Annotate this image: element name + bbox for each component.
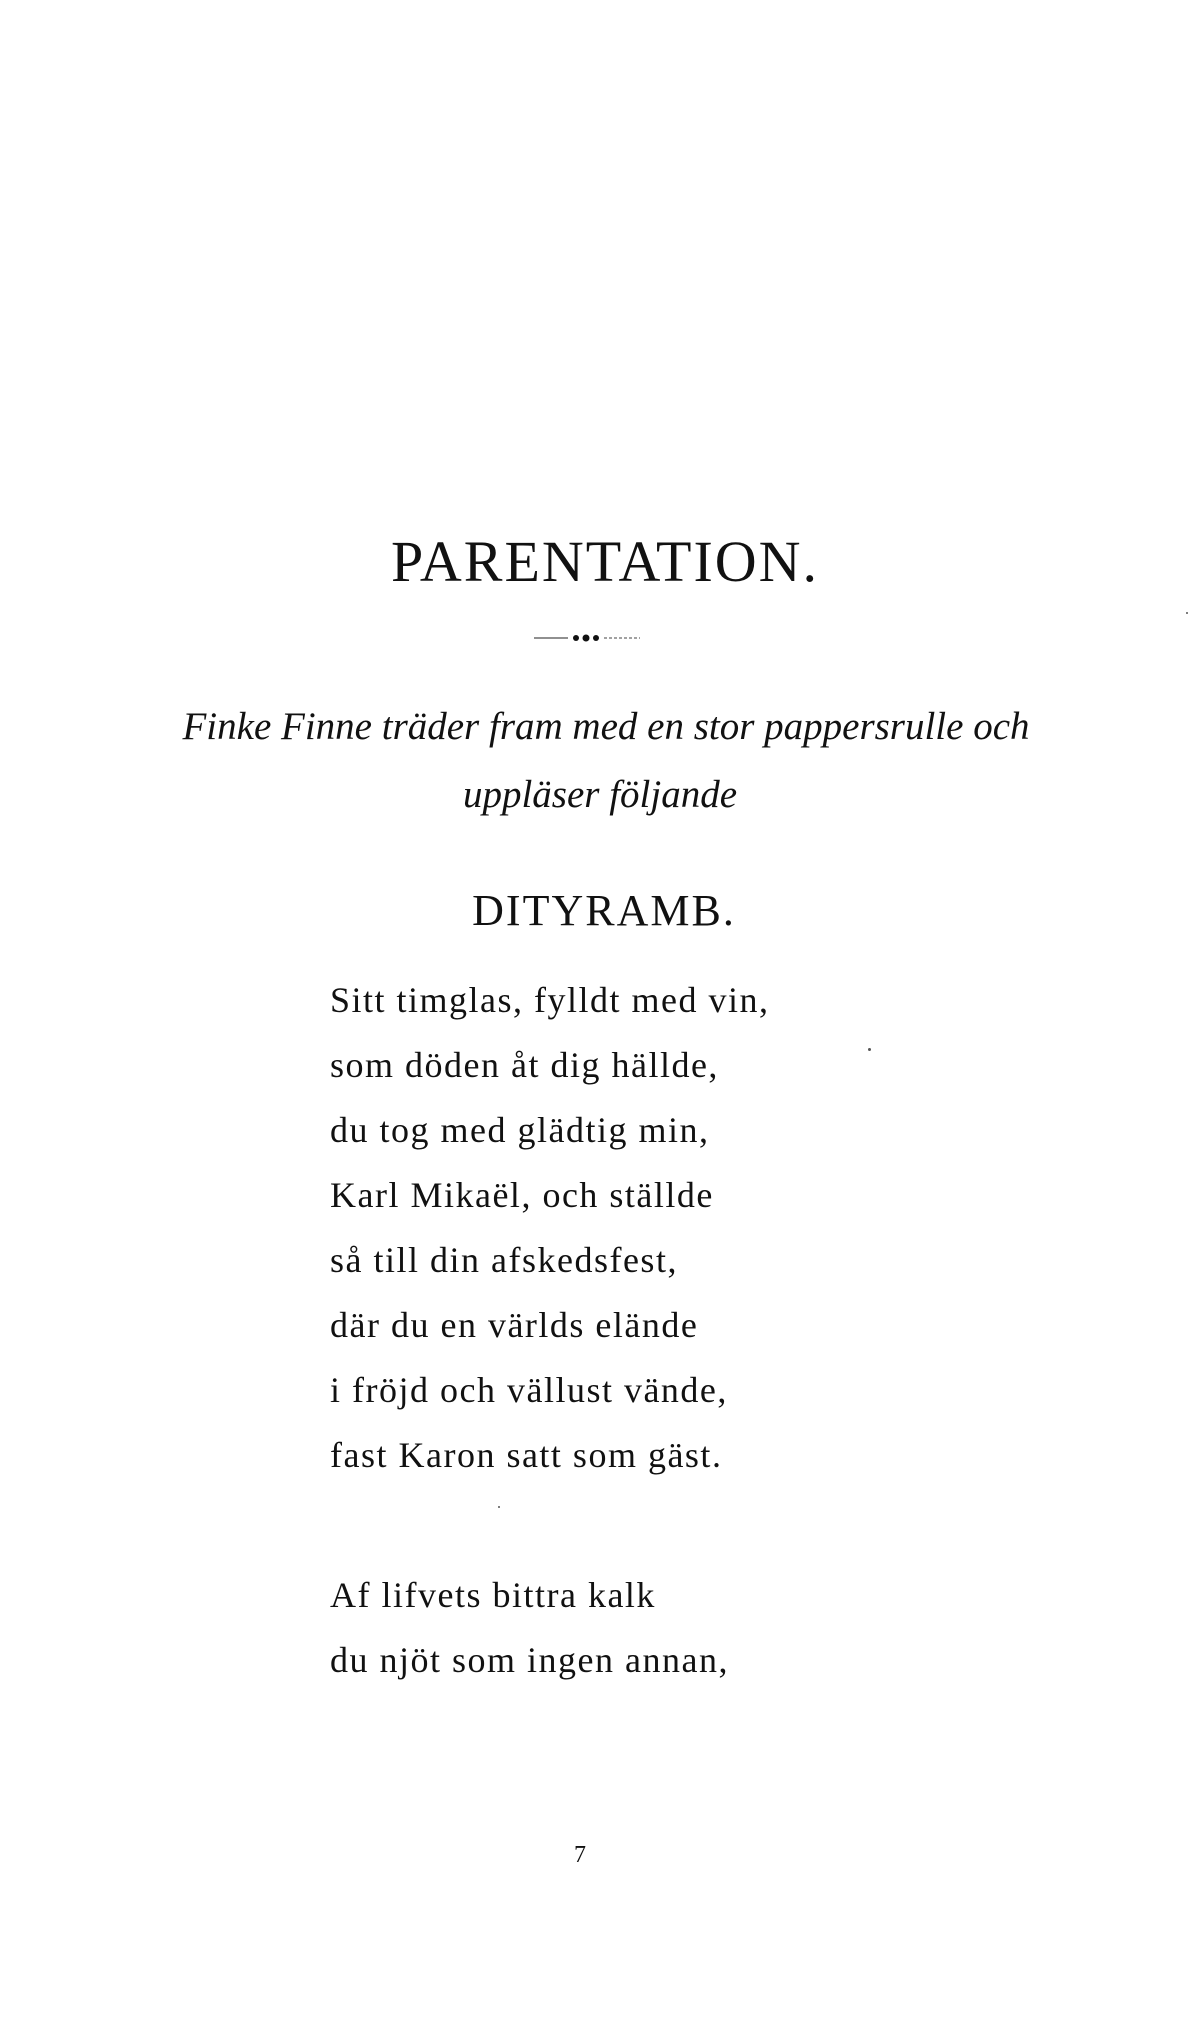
verse-line: fast Karon satt som gäst. — [330, 1435, 723, 1475]
stage-direction-line-2: uppläser följande — [462, 773, 738, 816]
stanza-2 — [330, 1563, 729, 1693]
verse-line: Sitt timglas, fylldt med vin, — [330, 980, 770, 1020]
verse-line: du njöt som ingen annan, — [330, 1640, 729, 1680]
print-speck — [498, 1506, 500, 1508]
verse-line: som döden åt dig hällde, — [330, 1045, 719, 1085]
verse-line: du tog med glädtig min, — [330, 1110, 710, 1150]
verse-line: Af lifvets bittra kalk — [330, 1575, 656, 1615]
stage-direction-line-1: Finke Finne träder fram med en stor pappersrulle och — [182, 705, 1030, 748]
page-number: 7 — [574, 1842, 586, 1868]
verse-line: i fröjd och vällust vände, — [330, 1370, 728, 1410]
print-speck — [1186, 612, 1188, 614]
page-title: PARENTATION. — [390, 529, 820, 594]
poem-subtitle: DITYRAMB. — [472, 886, 736, 935]
print-speck — [868, 1048, 871, 1051]
verse-line: så till din afskedsfest, — [330, 1240, 678, 1280]
stanza-1 — [330, 968, 770, 1488]
ornament-divider-icon — [528, 632, 648, 644]
verse-line: där du en världs elände — [330, 1305, 699, 1345]
verse-line: Karl Mikaël, och ställde — [330, 1175, 714, 1215]
